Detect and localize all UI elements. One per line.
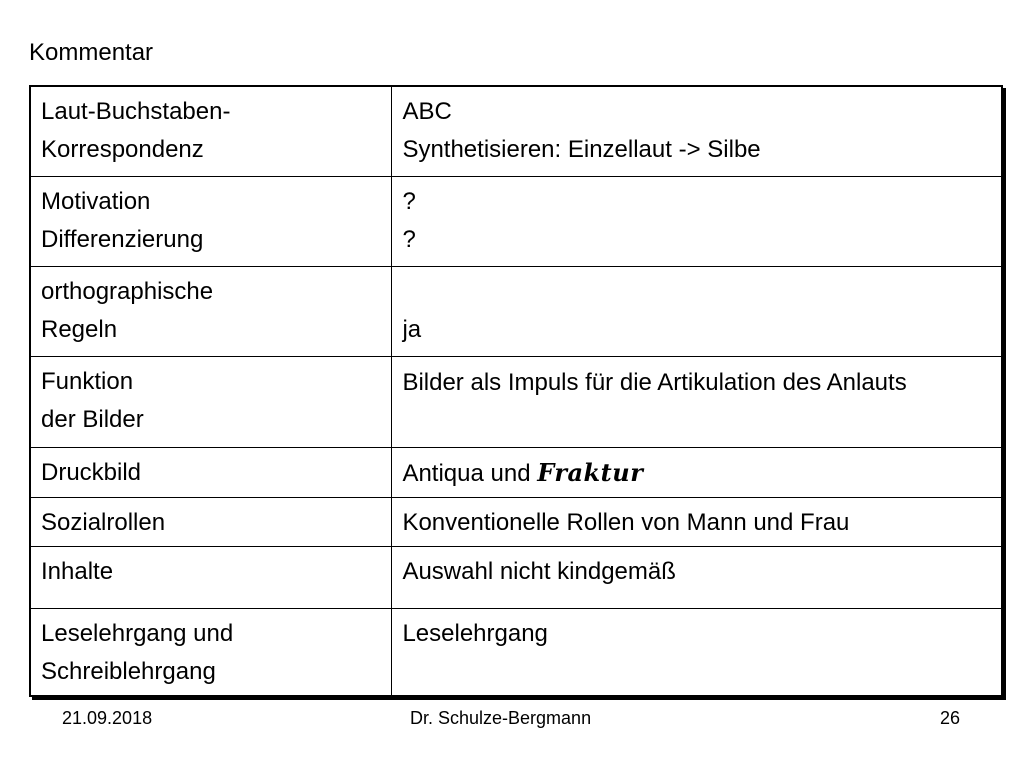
row-value-cell <box>392 608 1002 696</box>
row-label-line: Laut-Buchstaben- <box>41 98 231 125</box>
row-label-cell <box>30 266 392 356</box>
row-label-cell <box>30 356 392 447</box>
row-label-line: der Bilder <box>41 405 144 433</box>
table-row <box>30 86 1002 176</box>
row-label-cell <box>30 86 392 176</box>
table-row <box>30 266 1002 356</box>
row-label-line: Druckbild <box>41 458 142 486</box>
table-row <box>30 546 1002 608</box>
row-value-line: ? <box>402 225 416 253</box>
row-value-cell <box>392 266 1002 356</box>
table-row <box>30 608 1002 696</box>
row-label-line: Sozialrollen <box>41 508 166 536</box>
row-label-line: Differenzierung <box>41 225 204 253</box>
row-value-line: ? <box>402 187 416 215</box>
footer-page-number: 26 <box>940 708 961 728</box>
row-value-cell <box>392 497 1002 546</box>
comment-table <box>29 85 1003 697</box>
row-label-line: Schreiblehrgang <box>41 657 216 685</box>
row-label-cell <box>30 497 392 546</box>
row-value-line: ABC <box>402 98 452 125</box>
row-label-cell <box>30 176 392 266</box>
row-value-line: Bilder als Impuls für die Artikulation des Anlauts <box>402 368 907 396</box>
row-value-line: Konventionelle Rollen von Mann und Frau <box>402 508 850 536</box>
row-value-cell <box>392 356 1002 447</box>
row-value-line <box>402 273 993 311</box>
row-value-line: Leselehrgang <box>402 619 548 647</box>
table-row <box>30 356 1002 447</box>
row-value-cell <box>392 86 1002 176</box>
footer-author: Dr. Schulze-Bergmann <box>410 708 592 728</box>
table-row <box>30 447 1002 497</box>
table-row <box>30 497 1002 546</box>
row-value-text: Antiqua und <box>402 459 538 487</box>
row-label-line: orthographische <box>41 277 214 305</box>
row-label-line: Regeln <box>41 315 118 343</box>
footer-date: 21.09.2018 <box>62 708 153 728</box>
row-value-line: ja <box>402 315 422 343</box>
table-row <box>30 176 1002 266</box>
row-value-cell <box>392 546 1002 608</box>
row-label-line: Korrespondenz <box>41 136 204 163</box>
row-value-cell <box>392 176 1002 266</box>
row-value-cell <box>392 447 1002 497</box>
row-value-line: Auswahl nicht kindgemäß <box>402 557 676 585</box>
row-value-line: Synthetisieren: Einzellaut -> Silbe <box>402 136 761 163</box>
row-label-cell <box>30 608 392 696</box>
row-label-cell <box>30 447 392 497</box>
row-label-line: Funktion <box>41 367 134 395</box>
row-label-line: Leselehrgang und <box>41 619 234 647</box>
fraktur-word: Fraktur <box>537 457 644 487</box>
row-label-cell <box>30 546 392 608</box>
row-label-line: Inhalte <box>41 557 114 585</box>
row-label-line: Motivation <box>41 187 151 215</box>
slide-title: Kommentar <box>29 39 154 66</box>
